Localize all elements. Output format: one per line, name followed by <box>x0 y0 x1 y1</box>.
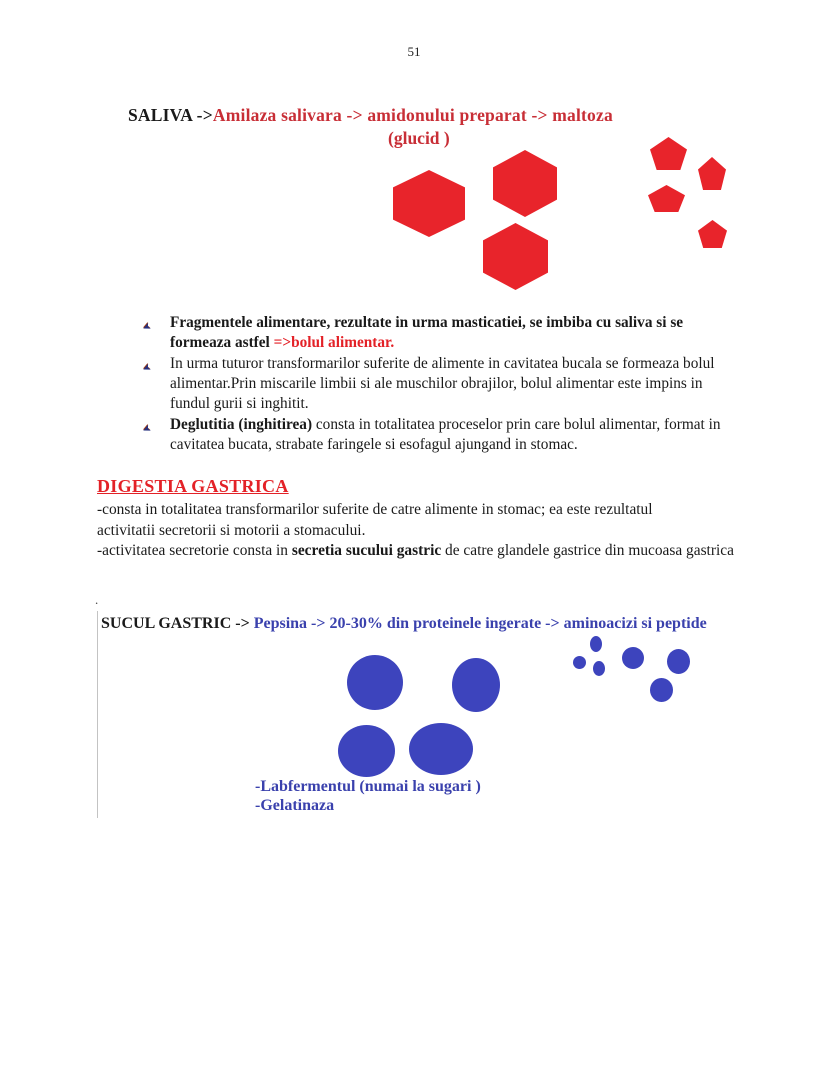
sucul-gastric-title <box>101 615 707 633</box>
sucul-gastric-label: SUCUL GASTRIC -> <box>101 615 254 632</box>
bullet-text: consta in totalitatea proceselor prin care bolul alimentar, format in cavitatea bucata, strabate faringele si esofagul ajungand in stomac. <box>170 416 721 453</box>
molecule-circle-shape <box>650 678 673 702</box>
bullet-text: In urma tuturor transformarilor suferite de alimente in cavitatea bucala se formeaza bolul alimentar.Prin miscarile limbii si ale muschilor obrajilor, bolul alimentar este impins in fundul gurii si inghitit. <box>170 355 715 412</box>
arrow-bullet-icon: ➤ <box>140 319 153 334</box>
enzyme-label: -Labfermentul (numai la sugari ) <box>255 778 481 795</box>
saliva-label: SALIVA -> <box>128 105 213 125</box>
molecule-circle-shape <box>409 723 473 775</box>
saliva-flow-red-text: Amilaza salivara -> amidonului preparat -> maltoza <box>212 105 613 125</box>
page-number: 51 <box>407 44 421 59</box>
paragraph-text: -activitatea secretorie consta in <box>97 542 292 559</box>
stray-period: . <box>95 592 99 607</box>
bullet-item <box>140 313 726 353</box>
saliva-flow-title <box>128 105 613 126</box>
molecule-circle-shape <box>667 649 690 674</box>
molecule-circle-shape <box>338 725 395 777</box>
molecule-circle-shape <box>622 647 644 669</box>
paragraph-text-bold: secretia sucului gastric <box>291 542 442 559</box>
bullet-text-bold: Fragmentele alimentare, rezultate in urma masticatiei, se imbiba cu saliva si se formeaza astfel <box>170 314 684 351</box>
pentagon-shape <box>648 185 685 212</box>
paragraph-line: -consta in totalitatea transformarilor suferite de catre alimente in stomac; ea este rezultatul <box>97 501 653 518</box>
arrow-bullet-icon: ➤ <box>140 421 153 436</box>
digestia-gastrica-section <box>97 476 745 562</box>
digestia-heading: DIGESTIA GASTRICA <box>97 476 289 496</box>
bullet-item <box>140 415 726 455</box>
bullet-list <box>140 313 726 456</box>
hexagon-shape <box>483 223 548 290</box>
bullet-text-bold: Deglutitia (inghitirea) <box>170 416 313 433</box>
hexagon-shape <box>493 150 557 217</box>
enzyme-labels <box>255 778 481 815</box>
hexagon-shape <box>393 170 465 237</box>
paragraph-text: de catre glandele gastrice din mucoasa gastrica <box>441 542 734 559</box>
molecule-circle-shape <box>573 656 586 669</box>
pentagon-shape <box>698 220 727 248</box>
molecule-circle-shape <box>593 661 605 676</box>
paragraph-line-red: activitatii secretorii si motorii a stomacului. <box>97 521 366 539</box>
sucul-flow-blue-text: Pepsina -> 20-30% din proteinele ingerate -> aminoacizi si peptide <box>253 615 707 632</box>
molecule-circle-shape <box>452 658 500 712</box>
molecule-circle-shape <box>590 636 602 652</box>
pentagon-shape <box>650 137 687 170</box>
arrow-bullet-icon: ➤ <box>140 360 153 375</box>
bullet-text-red: =>bolul alimentar. <box>273 334 395 351</box>
paragraph-line <box>97 541 745 562</box>
enzyme-label: -Gelatinaza <box>255 796 335 814</box>
textbox-left-border <box>97 611 98 818</box>
molecule-circle-shape <box>347 655 403 710</box>
pentagon-shape <box>698 157 726 190</box>
glucid-subtitle: (glucid ) <box>388 128 450 148</box>
bullet-item <box>140 354 726 414</box>
